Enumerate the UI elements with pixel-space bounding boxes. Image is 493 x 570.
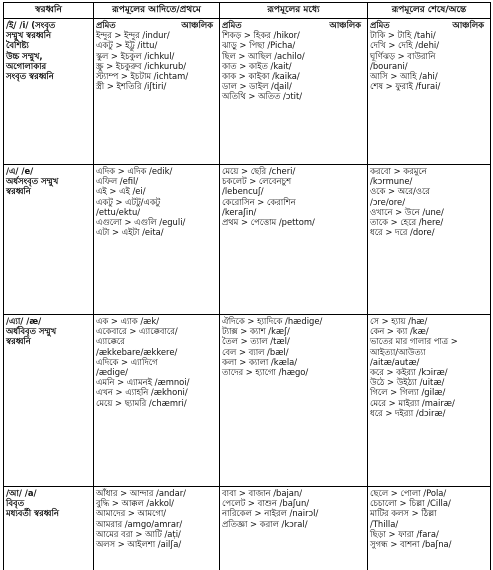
cell-line: এগুলো > এগুলি /eguli/ <box>96 217 186 228</box>
vowel-cell <box>4 487 94 570</box>
cell-line: সংবৃত স্বরধ্বনি <box>6 71 54 82</box>
cell-line: /ettu/ektu/ <box>96 206 141 217</box>
cell-line: একটু > ইট্টু /ittu/ <box>96 40 158 51</box>
cell-line: প্রথম > পেত্তোম /pettom/ <box>222 217 315 228</box>
cell-line: /ædige/ <box>96 367 128 378</box>
cell-line: /ই/ /i/ (সংবৃত <box>6 20 56 30</box>
cell-line: এমনি > এ্যামনই /æmnoi/ <box>96 377 190 388</box>
cell-line: বিবৃত <box>6 498 25 509</box>
cell-line: সুগন্ধ > বাশনা /baʃna/ <box>370 539 452 550</box>
cell-line: কলা > ক্যালা /kæla/ <box>222 356 298 367</box>
cell-line: এখন > এ্যাহনি /ækhoni/ <box>96 387 188 398</box>
cell-line: আমরার /amgo/amrar/ <box>96 518 183 529</box>
cell-line: একটু > এটটু/একটু <box>96 196 161 207</box>
cell-line: ছিড়া > ফারা /fara/ <box>370 528 439 539</box>
cell-line: ডাল > ডাইল /ɖail/ <box>222 81 292 92</box>
cell-line: নারিকেল > নাইরল /nairɔl/ <box>222 508 319 519</box>
table-row <box>4 487 491 570</box>
cell-line: এদিকে > এ্যাদিগে <box>96 356 158 367</box>
cell-line: এটা > এইটা /eita/ <box>96 227 164 238</box>
cell-line: ঐদিকে > হ্যাদিকে /hædige/ <box>222 316 323 326</box>
cell-line: করে > কইর‌্যা /kɔiræ/ <box>370 367 448 378</box>
cell-line: চেচালো > চিল্লা /Cilla/ <box>370 498 451 509</box>
cell-line: ওখানে > উনে /une/ <box>370 206 444 217</box>
cell-line: /আ/ /a/ <box>6 488 37 498</box>
cell-line: টাকি > টাহি /tahi/ <box>370 30 436 41</box>
cell-line: /kɔrmune/ <box>370 176 413 187</box>
cell-line: তাকে > হেরে /here/ <box>370 217 444 228</box>
cell-line: মধ্যবর্তী স্বরধ্বনি <box>6 508 59 519</box>
cell-line: এদিক > এদিক /edik/ <box>96 166 173 176</box>
cell-line: মেয়ে > ছেরি /cheri/ <box>222 166 296 176</box>
final-cell <box>368 315 491 487</box>
cell-line: এ্যাক্কেরে <box>96 336 125 347</box>
cell-line: গিলে > গিল্যা /gilæ/ <box>370 387 446 398</box>
cell-line: ছিল > আছিল /achilo/ <box>222 50 305 61</box>
cell-line: কেরোসিন > কেরাশিন <box>222 196 296 207</box>
cell-line: ইন্দুর > ইন্দুর /indur/ <box>96 30 170 41</box>
cell-line: প্রতিজ্ঞা > করাল /kɔral/ <box>222 518 308 529</box>
cell-line: স্বরধ্বনি <box>6 186 31 197</box>
cell-line: ছেলে > পোলা /Pola/ <box>370 488 447 498</box>
cell-line: এক > এ্যাক /æk/ <box>96 316 160 326</box>
final-cell <box>368 19 491 165</box>
cell-line: আঁধার > আন্দার /andar/ <box>96 488 187 498</box>
header-row <box>4 3 491 19</box>
cell-line: শিকড় > হিকর /hikor/ <box>222 30 300 41</box>
header-medial: রূপমূলের মধ্যে <box>220 3 368 19</box>
cell-line: ট্যাক্স > ক্যাশ /kæʃ/ <box>222 326 290 337</box>
cell-line: /lebencuʃ/ <box>222 186 264 197</box>
cell-line: /Thilla/ <box>370 518 399 529</box>
cell-line: বেল > ব্যাল /bæl/ <box>222 346 289 357</box>
cell-line: অর্ধসংবৃত সম্মুখ <box>6 176 59 187</box>
cell-line: কেন > ক্যা /kæ/ <box>370 326 429 337</box>
initial-cell <box>94 19 220 165</box>
cell-line: সম্মুখ স্বরধ্বনি <box>6 30 51 41</box>
table-row <box>4 315 491 487</box>
cell-line: মাটির কলস > ঠিল্লা <box>370 508 437 519</box>
cell-line: কাত > কাইত /kait/ <box>222 60 292 71</box>
cell-line: ঝাড়ু > পিছা /Picha/ <box>222 40 296 51</box>
cell-line: /ækkebare/ækkere/ <box>96 346 178 357</box>
cell-line: স্ত্রী > ইশতিরি /iʃtiri/ <box>96 81 167 92</box>
vowel-cell <box>4 315 94 487</box>
subheader-standard: প্রমিত <box>222 20 242 30</box>
table-row <box>4 19 491 165</box>
cell-line: অতিথি > অতিত /ɔtit/ <box>222 91 303 102</box>
cell-line: এই > এই /ei/ <box>96 186 146 197</box>
cell-line: স্ট্যাম্প > ইচটাম /ichtam/ <box>96 71 189 82</box>
subheader-standard: প্রমিত <box>96 20 116 30</box>
cell-line: মেরে > মাইর‌্যা /mairæ/ <box>370 397 455 408</box>
cell-line: মেয়ে > ছ্যামরি /chæmri/ <box>96 397 187 408</box>
cell-line: করবো > করমুনে <box>370 166 427 176</box>
header-final: রূপমূলের শেষে/অন্তে <box>368 3 491 19</box>
header-vowel: স্বরধ্বনি <box>4 3 94 19</box>
initial-cell <box>94 487 220 570</box>
cell-line: স্বরধ্বনি <box>6 336 31 347</box>
cell-line: চকলেট > লেবেনচুশ <box>222 176 292 187</box>
cell-line: একেবারে > এ্যাক্কেবারে/ <box>96 326 178 337</box>
cell-line: আমাদের > আমগো/ <box>96 508 167 519</box>
cell-line: অগোলাকার <box>6 60 47 71</box>
cell-line: পেলেট > বাশুন /baʃun/ <box>222 498 310 509</box>
subheader-regional: আঞ্চলিক <box>181 20 213 30</box>
vowel-cell <box>4 165 94 315</box>
cell-line: বৈশিষ্ট্য <box>6 40 29 51</box>
table-row <box>4 165 491 315</box>
cell-line: ওকে > অরে/ওরে <box>370 186 430 197</box>
medial-cell <box>220 315 368 487</box>
cell-line: এফিল /efil/ <box>96 176 139 187</box>
cell-line: সে > হ্যায় /hæ/ <box>370 316 428 326</box>
subheader <box>370 20 488 30</box>
medial-cell <box>220 165 368 315</box>
cell-line: আসি > আহি /ahi/ <box>370 71 438 82</box>
cell-line: বুদ্ধি > আক্কল /akkol/ <box>96 498 175 509</box>
subheader <box>96 20 217 30</box>
initial-cell <box>94 315 220 487</box>
cell-line: /bourani/ <box>370 60 408 71</box>
cell-line: ভাতের মার গালার পাত্র > <box>370 336 458 347</box>
cell-line: ধরে > দইর‌্যা /dɔiræ/ <box>370 407 446 418</box>
cell-line: অলস > আইলশা /ailʃa/ <box>96 539 182 550</box>
cell-line: স্ক্রু > ইচকুরুব /ichkurub/ <box>96 60 187 71</box>
cell-line: /keraʃin/ <box>222 206 257 217</box>
cell-line: উঠে > উইঠ্যা /uitæ/ <box>370 377 445 388</box>
cell-line: শেষ > ফুরাই /furai/ <box>370 81 441 92</box>
cell-line: স্কুল > ইচকুল /ichkul/ <box>96 50 175 61</box>
cell-line: তাদের > হ্যাগো /hægo/ <box>222 367 309 378</box>
cell-line: তৈল > ত্যাল /tæl/ <box>222 336 290 347</box>
final-cell <box>368 165 491 315</box>
cell-line: /এ/ /e/ <box>6 166 34 176</box>
cell-line: /ɔre/ore/ <box>370 196 406 207</box>
final-cell <box>368 487 491 570</box>
cell-line: বাবা > বাজান /bajan/ <box>222 488 303 498</box>
cell-line: আইত্যা/আউত্যা <box>370 346 426 357</box>
cell-line: /aitæ/autæ/ <box>370 356 420 367</box>
cell-line: ঘূর্ণিঝড় > বাউরানি <box>370 50 436 61</box>
cell-line: আমের বরা > আটি /aṭi/ <box>96 528 181 539</box>
cell-line: /এ্যা/ /æ/ <box>6 316 42 326</box>
initial-cell <box>94 165 220 315</box>
cell-line: উচ্চ সম্মুখ, <box>6 50 43 61</box>
vowel-cell <box>4 19 94 165</box>
cell-line: ধরে > দরে /dore/ <box>370 227 435 238</box>
cell-line: কাক > কাইকা /kaika/ <box>222 71 300 82</box>
subheader-regional: আঞ্চলিক <box>329 20 361 30</box>
header-initial: রূপমূলের আদিতে/প্রথমে <box>94 3 220 19</box>
subheader-standard: প্রমিত <box>370 20 390 30</box>
medial-cell <box>220 19 368 165</box>
cell-line: দেখি > দেহি /dehi/ <box>370 40 440 51</box>
medial-cell <box>220 487 368 570</box>
subheader <box>222 20 365 30</box>
subheader-regional: আঞ্চলিক <box>452 20 484 30</box>
vowel-table <box>3 2 491 570</box>
cell-line: অর্ধবিবৃত সম্মুখ <box>6 326 57 337</box>
